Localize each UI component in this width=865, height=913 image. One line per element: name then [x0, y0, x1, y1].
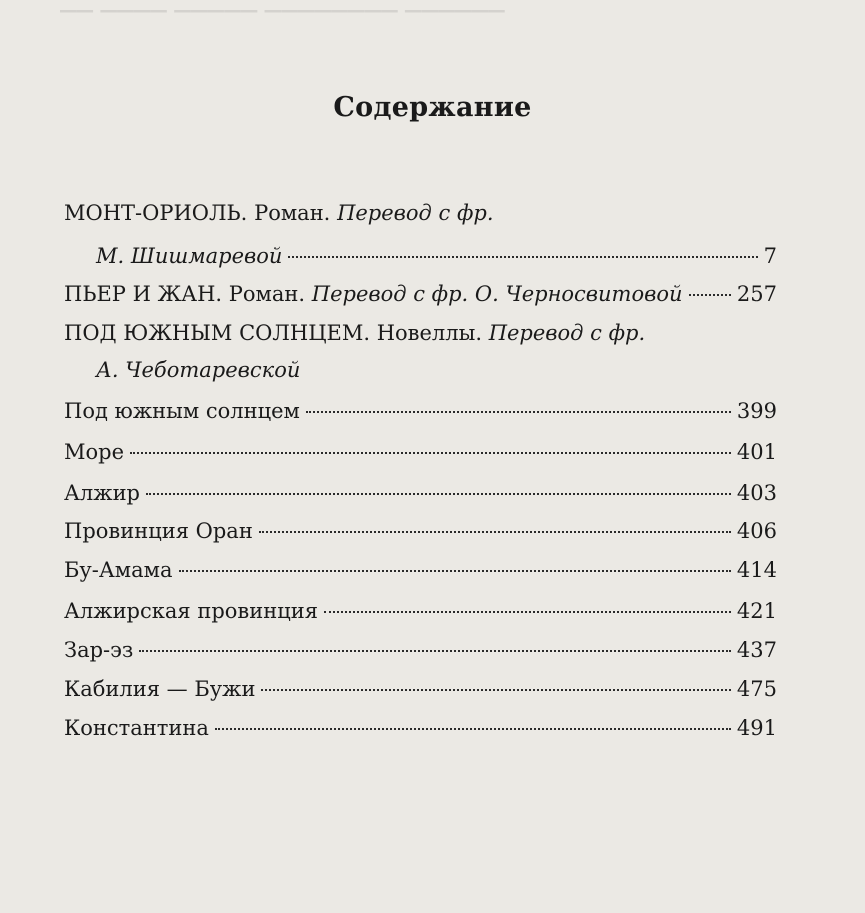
- page-number: 437: [736, 638, 777, 662]
- page-number: 399: [736, 399, 777, 423]
- toc-story-item: [64, 637, 777, 663]
- story-title: Провинция Оран: [64, 519, 253, 543]
- story-title: Кабилия — Бужи: [64, 677, 256, 701]
- page-number: 257: [736, 282, 777, 306]
- show-through-texture: ▔▔ ▔▔▔▔ ▔▔▔▔▔ ▔▔▔▔▔▔▔▔ ▔▔▔▔▔▔: [60, 10, 505, 34]
- page-number: 401: [736, 440, 777, 464]
- toc-entry-mont-oriol: [64, 200, 777, 226]
- work-translation: Перевод с фр. О. Черносвитовой: [311, 282, 683, 306]
- work-genre: Роман.: [228, 282, 306, 306]
- leader-dots: [306, 411, 731, 413]
- work-translation: Перевод с фр.: [337, 201, 494, 225]
- story-title: Под южным солнцем: [64, 399, 300, 423]
- leader-dots: [130, 452, 731, 454]
- toc-story-item: [64, 439, 777, 465]
- page-number: 414: [736, 558, 777, 582]
- page-number: 406: [736, 519, 777, 543]
- toc-entry-pierre-jean: [64, 281, 777, 307]
- toc-entry-sun-translator: [96, 357, 777, 383]
- leader-dots: [288, 256, 757, 258]
- leader-dots: [259, 531, 731, 533]
- page-number: 421: [736, 599, 777, 623]
- work-translation: Перевод с фр.: [488, 321, 646, 345]
- leader-dots: [689, 294, 731, 296]
- story-title: Константина: [64, 716, 209, 740]
- toc-story-item: [64, 557, 777, 583]
- page-number: 475: [736, 677, 777, 701]
- page-number: 7: [763, 244, 777, 268]
- toc-story-item: [64, 480, 777, 506]
- leader-dots: [261, 689, 730, 691]
- work-genre: Роман.: [254, 201, 331, 225]
- translator-name: М. Шишмаревой: [96, 244, 283, 268]
- leader-dots: [324, 611, 731, 613]
- toc-story-item: [64, 518, 777, 544]
- story-title: Бу-Амама: [64, 558, 173, 582]
- work-title: ПОД ЮЖНЫМ СОЛНЦЕМ.: [64, 321, 371, 345]
- toc-entry-sun: [64, 320, 777, 346]
- leader-dots: [139, 650, 731, 652]
- toc-story-item: [64, 398, 777, 424]
- work-genre: Новеллы.: [376, 321, 482, 345]
- work-title: ПЬЕР И ЖАН.: [64, 282, 223, 306]
- leader-dots: [179, 570, 731, 572]
- story-title: Алжирская провинция: [64, 599, 318, 623]
- story-title: Алжир: [64, 481, 141, 505]
- toc-story-item: [64, 715, 777, 741]
- leader-dots: [215, 728, 731, 730]
- story-title: Зар-эз: [64, 638, 134, 662]
- page-title: Содержание: [333, 92, 532, 123]
- toc-story-item: [64, 676, 777, 702]
- leader-dots: [146, 493, 731, 495]
- translator-name: А. Чеботаревской: [96, 358, 301, 382]
- page-number: 491: [736, 716, 777, 740]
- page-number: 403: [736, 481, 777, 505]
- story-title: Море: [64, 440, 125, 464]
- toc-story-item: [64, 598, 777, 624]
- work-title: МОНТ-ОРИОЛЬ.: [64, 201, 248, 225]
- toc-entry-mont-oriol-translator: [96, 243, 777, 269]
